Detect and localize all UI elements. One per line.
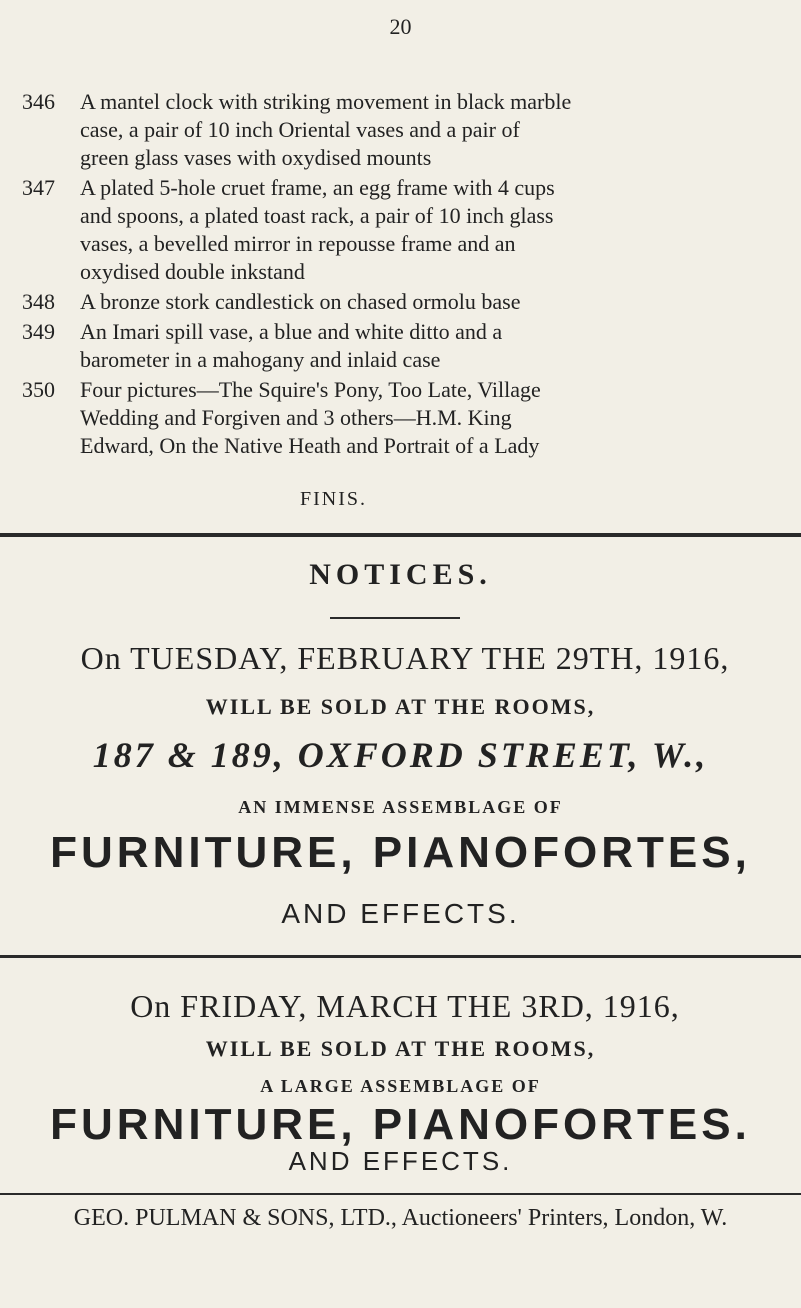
lot-list (22, 88, 782, 462)
lot-line: vases, a bevelled mirror in repousse frame and an (80, 231, 516, 256)
lot-number: 350 (22, 377, 55, 402)
lot-line: Wedding and Forgiven and 3 others—H.M. King (80, 405, 512, 430)
lot-entry (22, 376, 782, 460)
lot-line: A mantel clock with striking movement in black marble (80, 89, 572, 114)
lot-description (80, 288, 782, 316)
notice1-assemblage: AN IMMENSE ASSEMBLAGE OF (238, 797, 563, 817)
notice2-effects: AND EFFECTS. (288, 1146, 513, 1176)
lot-number: 346 (22, 89, 55, 114)
lot-line: and spoons, a plated toast rack, a pair of 10 inch glass (80, 203, 554, 228)
lot-entry (22, 288, 782, 316)
lot-entry (22, 88, 782, 172)
lot-number: 349 (22, 319, 55, 344)
lot-line: A plated 5-hole cruet frame, an egg frame with 4 cups (80, 175, 555, 200)
lot-description (80, 318, 782, 374)
section-divider (0, 1193, 801, 1195)
heading-underline (330, 617, 460, 619)
notice1-effects: AND EFFECTS. (281, 898, 520, 929)
lot-number: 347 (22, 175, 55, 200)
notice2-date: On FRIDAY, MARCH THE 3RD, 1916, (130, 988, 680, 1024)
lot-line: case, a pair of 10 inch Oriental vases and a pair of (80, 117, 520, 142)
notice2-sold: WILL BE SOLD AT THE ROOMS, (205, 1036, 596, 1061)
section-divider (0, 533, 801, 537)
lot-line: Four pictures—The Squire's Pony, Too Late, Village (80, 377, 541, 402)
lot-entry (22, 174, 782, 286)
page-number: 20 (389, 14, 412, 39)
finis-label: FINIS. (300, 488, 368, 510)
lot-line: A bronze stork candlestick on chased ormolu base (80, 289, 521, 314)
section-divider (0, 955, 801, 958)
notice2-assemblage: A LARGE ASSEMBLAGE OF (260, 1076, 541, 1096)
notices-heading: NOTICES. (309, 558, 492, 591)
notice2-furniture: FURNITURE, PIANOFORTES. (50, 1100, 751, 1149)
notice1-address: 187 & 189, OXFORD STREET, W., (92, 735, 709, 775)
lot-line: Edward, On the Native Heath and Portrait of a Lady (80, 433, 540, 458)
lot-line: green glass vases with oxydised mounts (80, 145, 432, 170)
lot-description (80, 88, 782, 172)
lot-description (80, 376, 782, 460)
lot-description (80, 174, 782, 286)
notice1-furniture: FURNITURE, PIANOFORTES, (50, 828, 751, 877)
lot-line: An Imari spill vase, a blue and white ditto and a (80, 319, 503, 344)
lot-entry (22, 318, 782, 374)
notice1-sold: WILL BE SOLD AT THE ROOMS, (205, 694, 596, 719)
lot-number: 348 (22, 289, 55, 314)
lot-line: oxydised double inkstand (80, 259, 305, 284)
printer-credit: GEO. PULMAN & SONS, LTD., Auctioneers' Printers, London, W. (73, 1205, 728, 1231)
notice1-date: On TUESDAY, FEBRUARY THE 29TH, 1916, (80, 640, 730, 676)
lot-line: barometer in a mahogany and inlaid case (80, 347, 441, 372)
